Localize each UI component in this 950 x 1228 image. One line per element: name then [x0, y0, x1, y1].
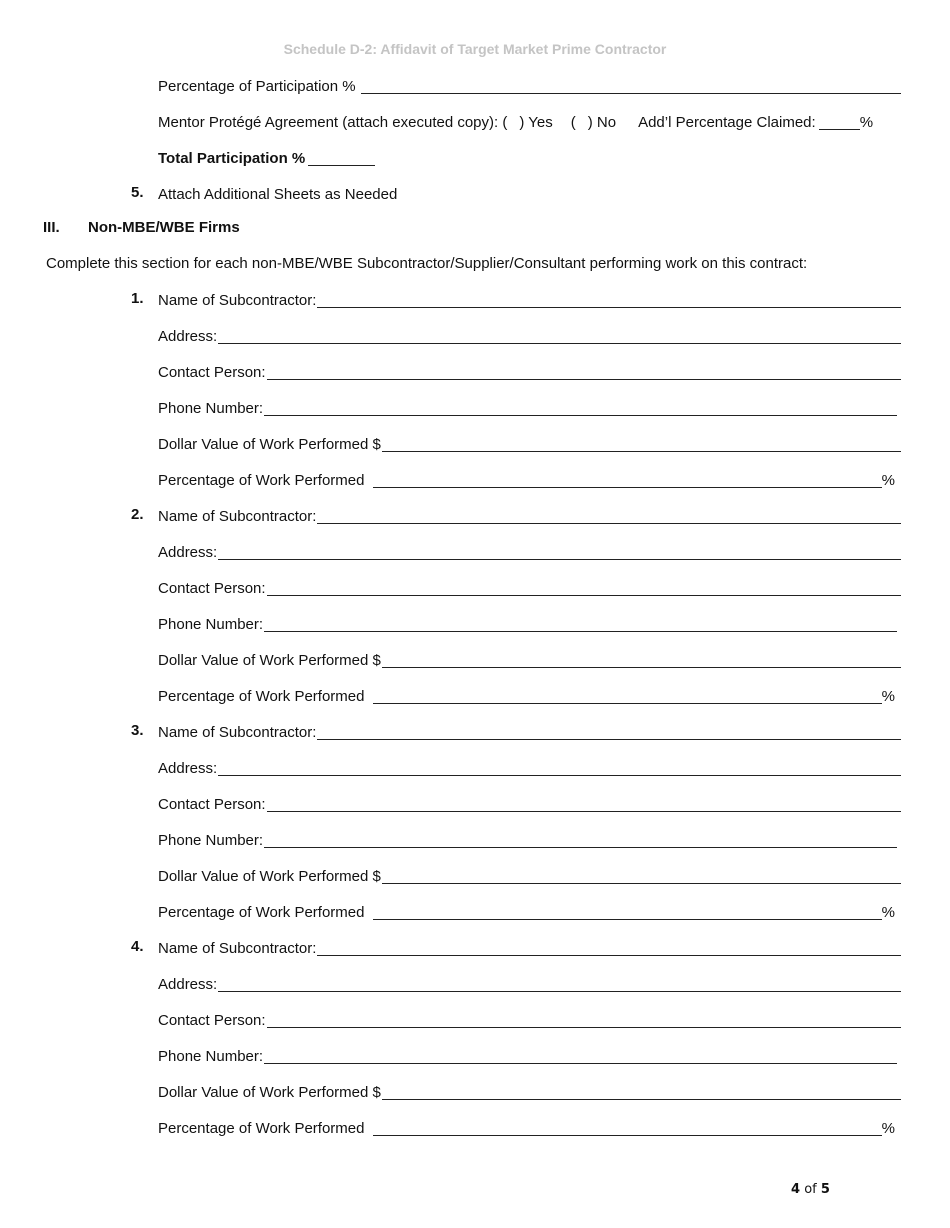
- percent-suffix: %: [881, 472, 895, 489]
- page-header: Schedule D-2: Affidavit of Target Market Prime Contractor: [283, 41, 667, 57]
- phone-line: [158, 614, 897, 634]
- percentage-line: [158, 1118, 895, 1138]
- address-label: Address:: [158, 544, 218, 561]
- dollar-line: [158, 434, 901, 454]
- phone-field[interactable]: [264, 617, 897, 632]
- name-line: [158, 938, 901, 958]
- page-of: of: [804, 1182, 817, 1197]
- contact-field[interactable]: [267, 797, 901, 812]
- name-label: Name of Subcontractor:: [158, 508, 317, 525]
- percentage-line: [158, 470, 895, 490]
- percentage-field[interactable]: [373, 1121, 881, 1136]
- phone-label: Phone Number:: [158, 616, 264, 633]
- mentor-no-open: (: [570, 114, 576, 131]
- addl-percentage-suffix: %: [859, 114, 874, 131]
- phone-line: [158, 398, 897, 418]
- percentage-label: Percentage of Work Performed: [158, 472, 365, 489]
- entry-number: 4.: [131, 938, 144, 955]
- mentor-yes-label: ) Yes: [519, 114, 553, 131]
- total-line: [158, 148, 901, 168]
- phone-label: Phone Number:: [158, 832, 264, 849]
- percent-suffix: %: [881, 688, 895, 705]
- percentage-field[interactable]: [373, 689, 881, 704]
- percentage-field[interactable]: [373, 473, 881, 488]
- contact-line: [158, 1010, 901, 1030]
- addl-percentage-field[interactable]: [819, 115, 860, 130]
- participation-label: Percentage of Participation %: [158, 78, 356, 95]
- current-page: 4: [791, 1182, 801, 1197]
- phone-line: [158, 830, 897, 850]
- dollar-label: Dollar Value of Work Performed $: [158, 436, 381, 453]
- address-line: [158, 542, 901, 562]
- page-number: [791, 1182, 830, 1197]
- section-intro: Complete this section for each non-MBE/WBE Subcontractor/Supplier/Consultant performing work on this contract:: [46, 255, 808, 272]
- dollar-field[interactable]: [382, 437, 901, 452]
- item-5-number: 5.: [131, 184, 144, 201]
- item-5-text: Attach Additional Sheets as Needed: [158, 186, 398, 203]
- name-line: [158, 506, 901, 526]
- total-participation-field[interactable]: [308, 151, 375, 166]
- mentor-label: Mentor Protégé Agreement (attach executed copy): (: [158, 114, 508, 131]
- dollar-line: [158, 650, 901, 670]
- contact-label: Contact Person:: [158, 796, 266, 813]
- percentage-field[interactable]: [373, 905, 881, 920]
- percentage-label: Percentage of Work Performed: [158, 904, 365, 921]
- contact-line: [158, 578, 901, 598]
- phone-field[interactable]: [264, 1049, 897, 1064]
- address-label: Address:: [158, 760, 218, 777]
- phone-line: [158, 1046, 897, 1066]
- name-label: Name of Subcontractor:: [158, 940, 317, 957]
- total-participation-label: Total Participation %: [158, 150, 306, 167]
- mentor-no-label: ) No: [587, 114, 617, 131]
- percentage-label: Percentage of Work Performed: [158, 688, 365, 705]
- participation-line: [158, 76, 901, 96]
- address-field[interactable]: [218, 977, 901, 992]
- name-field[interactable]: [317, 725, 901, 740]
- name-line: [158, 290, 901, 310]
- phone-label: Phone Number:: [158, 1048, 264, 1065]
- contact-line: [158, 362, 901, 382]
- addl-percentage-label: Add’l Percentage Claimed:: [638, 114, 816, 131]
- address-label: Address:: [158, 976, 218, 993]
- address-line: [158, 758, 901, 778]
- contact-line: [158, 794, 901, 814]
- percentage-label: Percentage of Work Performed: [158, 1120, 365, 1137]
- dollar-label: Dollar Value of Work Performed $: [158, 1084, 381, 1101]
- percent-suffix: %: [881, 904, 895, 921]
- item-5-line: [158, 184, 901, 204]
- name-line: [158, 722, 901, 742]
- contact-label: Contact Person:: [158, 1012, 266, 1029]
- contact-label: Contact Person:: [158, 580, 266, 597]
- dollar-line: [158, 1082, 901, 1102]
- mentor-line: [158, 112, 901, 132]
- address-label: Address:: [158, 328, 218, 345]
- name-label: Name of Subcontractor:: [158, 292, 317, 309]
- total-pages: 5: [820, 1182, 830, 1197]
- dollar-label: Dollar Value of Work Performed $: [158, 652, 381, 669]
- percent-suffix: %: [881, 1120, 895, 1137]
- dollar-line: [158, 866, 901, 886]
- dollar-label: Dollar Value of Work Performed $: [158, 868, 381, 885]
- contact-label: Contact Person:: [158, 364, 266, 381]
- phone-field[interactable]: [264, 833, 897, 848]
- contact-field[interactable]: [267, 365, 901, 380]
- entry-number: 1.: [131, 290, 144, 307]
- phone-field[interactable]: [264, 401, 897, 416]
- section-title: Non-MBE/WBE Firms: [88, 219, 240, 236]
- phone-label: Phone Number:: [158, 400, 264, 417]
- name-field[interactable]: [317, 941, 901, 956]
- dollar-field[interactable]: [382, 653, 901, 668]
- address-line: [158, 974, 901, 994]
- name-field[interactable]: [317, 509, 901, 524]
- participation-field[interactable]: [361, 79, 901, 94]
- contact-field[interactable]: [267, 581, 901, 596]
- address-field[interactable]: [218, 545, 901, 560]
- section-number: III.: [43, 219, 60, 236]
- name-field[interactable]: [317, 293, 901, 308]
- contact-field[interactable]: [267, 1013, 901, 1028]
- percentage-line: [158, 686, 895, 706]
- address-field[interactable]: [218, 329, 901, 344]
- entry-number: 2.: [131, 506, 144, 523]
- address-field[interactable]: [218, 761, 901, 776]
- name-label: Name of Subcontractor:: [158, 724, 317, 741]
- entry-number: 3.: [131, 722, 144, 739]
- dollar-field[interactable]: [382, 1085, 901, 1100]
- address-line: [158, 326, 901, 346]
- percentage-line: [158, 902, 895, 922]
- dollar-field[interactable]: [382, 869, 901, 884]
